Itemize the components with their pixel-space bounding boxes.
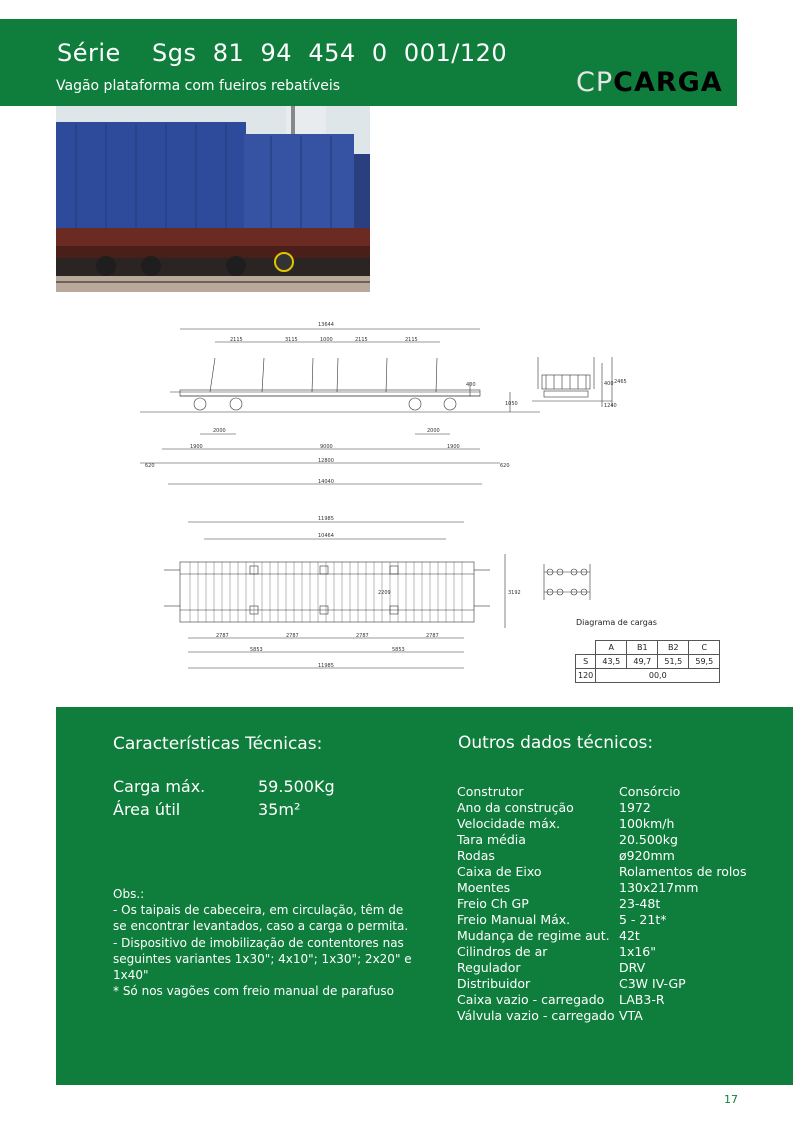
top-dim-2787-a: 2787 [216,633,229,639]
other-data-list [457,784,746,1024]
dim-2115-c: 2115 [405,337,418,343]
page-title [57,39,507,67]
list-item: Ano da construção 1972 [457,800,651,815]
dim-400: 400 [466,382,476,388]
dim-9000: 9000 [320,444,333,450]
dim-1050: 1050 [505,401,518,407]
cargo-diagram-table [575,640,720,683]
top-dim-2787-d: 2787 [426,633,439,639]
cargo-diagram-title: Diagrama de cargas [576,618,657,627]
spec-carga-label: Carga máx. [113,777,206,796]
top-dim-3192: 3192 [508,590,521,596]
specs-title: Características Técnicas: [113,734,323,754]
obs-title: Obs.: [113,887,145,901]
top-dim-10464: 10464 [318,533,334,539]
list-item: Freio Ch GP 23-48t [457,896,661,911]
spec-area-value: 35m² [258,800,301,819]
dim-1900-a: 1900 [190,444,203,450]
table-row: S 43,5 49,7 51,5 59,5 [576,655,720,669]
dim-1000: 1000 [320,337,333,343]
other-data-title: Outros dados técnicos: [458,733,654,753]
spec-area [113,800,300,819]
list-item: Cilindros de ar 1x16" [457,944,657,959]
dim-13644: 13644 [318,322,334,328]
wagon-photo [56,106,370,292]
spec-carga-value: 59.500Kg [258,777,335,796]
top-dim-5853-a: 5853 [250,647,263,653]
dim-12800: 12800 [318,458,334,464]
top-dim-11985-a: 11985 [318,516,334,522]
plan-view-drawing [150,510,530,680]
top-dim-2787-c: 2787 [356,633,369,639]
side-dim-400: 400 [604,381,614,387]
side-dim-2465: 2465 [614,379,627,385]
obs-item-1: - Os taipais de cabeceira, em circulação, têm de se encontrar levantados, caso a carga o permita. [113,903,409,934]
top-dim-11985-b: 11985 [318,663,334,669]
obs-item-2: - Dispositivo de imobilização de contentores nas seguintes variantes 1x30"; 4x10"; 1x30"; 2x20" e 1x40" [113,935,412,983]
cp-carga-logo: CPCARGA [576,67,723,98]
list-item: Mudança de regime aut. 42t [457,928,640,943]
subtitle: Vagão plataforma com fueiros rebatíveis [56,78,341,94]
observations [113,886,413,999]
dim-3115: 3115 [285,337,298,343]
serie-label: Série [57,39,121,67]
dim-2000-b: 2000 [427,428,440,434]
header-band [0,19,737,106]
top-dim-5853-b: 5853 [392,647,405,653]
list-item: Freio Manual Máx. 5 - 21t* [457,912,667,927]
technical-panel [56,707,793,1085]
table-row: 120 00,0 [576,669,720,683]
top-dim-2787-b: 2787 [286,633,299,639]
dim-2115-b: 2115 [355,337,368,343]
dim-620-b: 620 [500,463,510,469]
list-item: Regulador DRV [457,960,646,975]
table-row: A B1 B2 C [576,641,720,655]
list-item: Distribuidor C3W IV-GP [457,976,686,991]
dim-2000-a: 2000 [213,428,226,434]
list-item: Construtor Consórcio [457,784,681,799]
dim-1900-b: 1900 [447,444,460,450]
end-elevation-drawing [532,345,637,425]
top-dim-2209: 2209 [378,590,391,596]
series-code: Sgs 81 94 454 0 001/120 [152,39,508,67]
dim-620-a: 620 [145,463,155,469]
list-item: Tara média 20.500kg [457,832,678,847]
spec-carga [113,777,335,796]
list-item: Caixa de Eixo Rolamentos de rolos [457,864,747,879]
list-item: Caixa vazio - carregado LAB3-R [457,992,665,1007]
obs-item-3: * Só nos vagões com freio manual de parafuso [113,984,394,999]
dim-14040: 14040 [318,479,334,485]
spec-area-label: Área útil [113,800,181,819]
plan-end-view-drawing [536,550,621,620]
dim-2115-a: 2115 [230,337,243,343]
list-item: Rodas ø920mm [457,848,675,863]
list-item: Válvula vazio - carregado VTA [457,1008,643,1023]
list-item: Velocidade máx. 100km/h [457,816,675,831]
page-number: 17 [724,1093,738,1106]
side-dim-1240: 1240 [604,403,617,409]
list-item: Moentes 130x217mm [457,880,699,895]
side-elevation-drawing [140,312,540,492]
